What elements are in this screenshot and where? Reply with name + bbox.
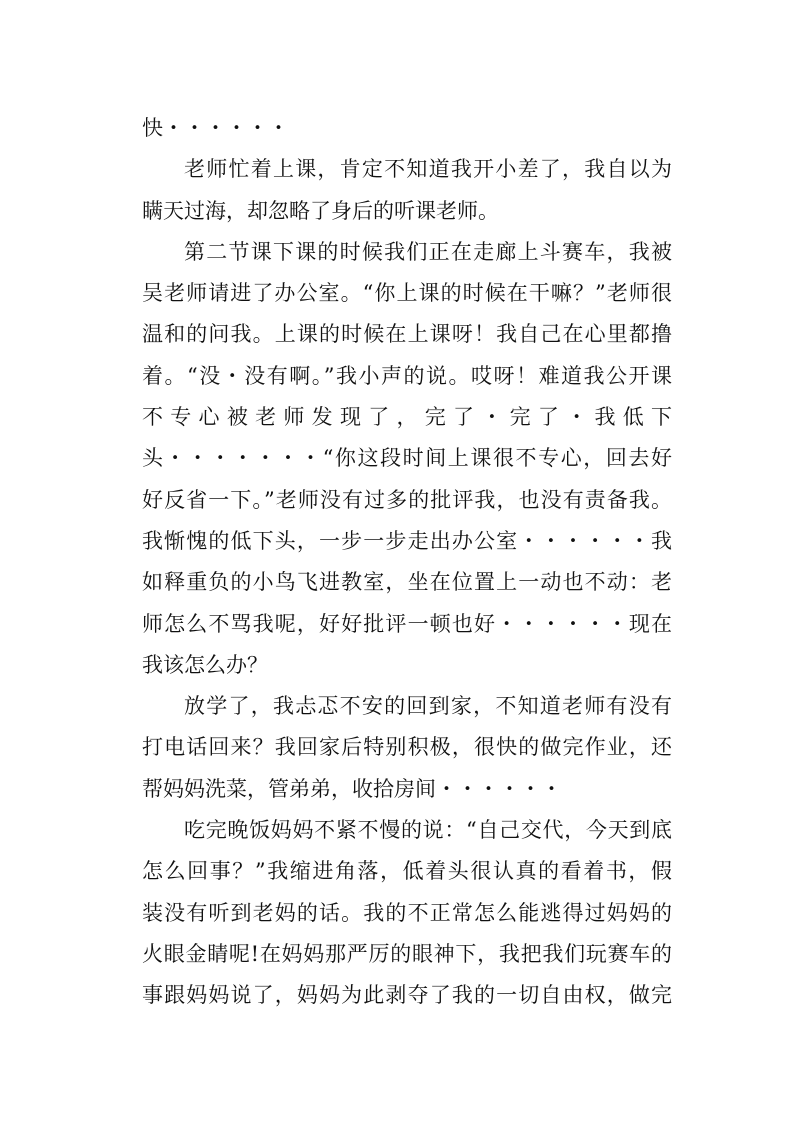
paragraph-line: 老师忙着上课，肯定不知道我开小差了，我自以为 bbox=[184, 157, 672, 182]
paragraph-line: 着。“没・没有啊。”我小声的说。哎呀！难道我公开课 bbox=[142, 363, 672, 388]
paragraph-line: 怎么回事？”我缩进角落，低着头很认真的看着书，假 bbox=[142, 859, 672, 884]
paragraph-line: 第二节课下课的时候我们正在走廊上斗赛车，我被 bbox=[184, 239, 672, 264]
paragraph-line: 放学了，我忐忑不安的回到家，不知道老师有没有 bbox=[184, 694, 672, 719]
paragraph-line: 打电话回来？我回家后特别积极，很快的做完作业，还 bbox=[142, 735, 672, 760]
paragraph-line: 装没有听到老妈的话。我的不正常怎么能逃得过妈妈的 bbox=[142, 900, 672, 925]
paragraph-line: 快・・・・・・ bbox=[142, 116, 289, 140]
paragraph-line: 事跟妈妈说了，妈妈为此剥夺了我的一切自由权，做完 bbox=[142, 983, 672, 1008]
paragraph-line: 帮妈妈洗菜，管弟弟，收拾房间・・・・・・ bbox=[142, 776, 562, 801]
paragraph-line: 火眼金睛呢!在妈妈那严厉的眼神下，我把我们玩赛车的 bbox=[142, 941, 672, 966]
paragraph-line: 瞒天过海，却忽略了身后的听课老师。 bbox=[142, 198, 499, 223]
paragraph-line: 我惭愧的低下头，一步一步走出办公室・・・・・・我 bbox=[142, 528, 672, 553]
paragraph-line: 我该怎么办？ bbox=[142, 652, 268, 677]
paragraph-line: 师怎么不骂我呢，好好批评一顿也好・・・・・・现在 bbox=[142, 611, 672, 636]
paragraph-line: 如释重负的小鸟飞进教室，坐在位置上一动也不动：老 bbox=[142, 570, 672, 595]
paragraph-line: 吴老师请进了办公室。“你上课的时候在干嘛？”老师很 bbox=[142, 281, 672, 306]
paragraph-line: 不专心被老师发现了，完了・完了・我低下 bbox=[142, 405, 672, 430]
paragraph-line: 吃完晚饭妈妈不紧不慢的说：“自己交代，今天到底 bbox=[184, 818, 672, 843]
paragraph-line: 好反省一下。”老师没有过多的批评我，也没有责备我。 bbox=[142, 487, 672, 512]
paragraph-line: 头・・・・・・・“你这段时间上课很不专心，回去好 bbox=[142, 446, 672, 471]
paragraph-line: 温和的问我。上课的时候在上课呀！我自己在心里都撸 bbox=[142, 322, 672, 347]
document-body bbox=[142, 108, 672, 1017]
